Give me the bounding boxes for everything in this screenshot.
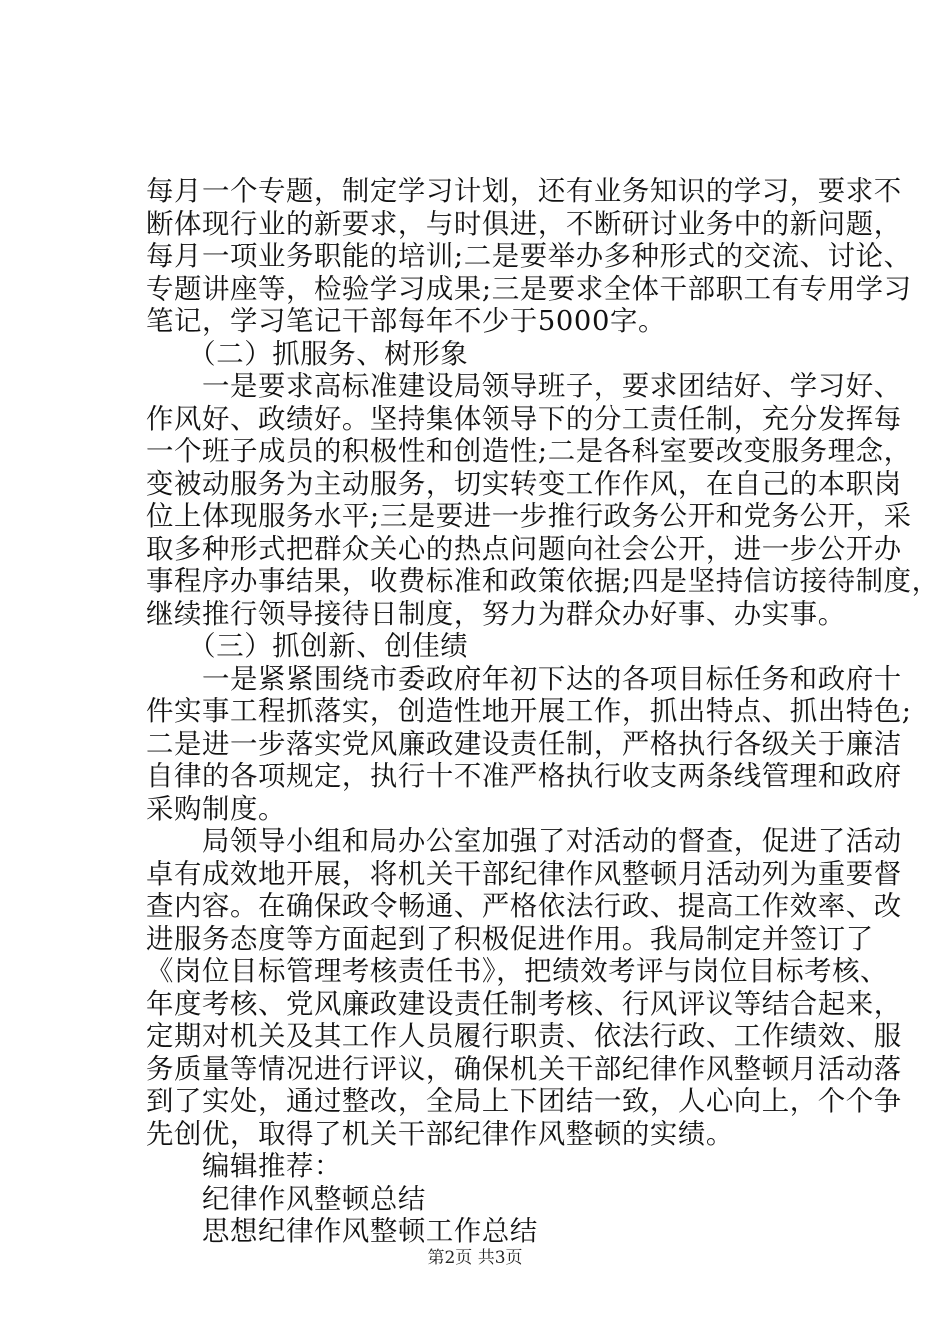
text-line: 进服务态度等方面起到了积极促进作用。我局制定并签订了 bbox=[146, 923, 874, 955]
text-line: 到了实处，通过整改，全局上下团结一致，人心向上，个个争 bbox=[146, 1086, 902, 1117]
recommend-item: 纪律作风整顿总结 bbox=[146, 1183, 426, 1215]
recommend-label: 编辑推荐： bbox=[146, 1151, 342, 1182]
text-line: 取多种形式把群众关心的热点问题向社会公开，进一步公开办 bbox=[146, 533, 902, 565]
text-line: 务质量等情况进行评议，确保机关干部纪律作风整顿月活动落 bbox=[146, 1053, 902, 1085]
text-line: 二是进一步落实党风廉政建设责任制，严格执行各级关于廉洁 bbox=[146, 728, 902, 760]
text-line: 定期对机关及其工作人员履行职责、依法行政、工作绩效、服 bbox=[146, 1021, 902, 1052]
document-body bbox=[146, 176, 940, 1249]
text-line: 采购制度。 bbox=[146, 793, 286, 825]
text-line: 《岗位目标管理考核责任书》，把绩效考评与岗位目标考核、 bbox=[146, 956, 889, 987]
text-line: 位上体现服务水平;三是要进一步推行政务公开和党务公开，采 bbox=[146, 501, 912, 532]
text-line: 每月一项业务职能的培训;二是要举办多种形式的交流、讨论、 bbox=[146, 241, 912, 272]
text-line: 卓有成效地开展，将机关干部纪律作风整顿月活动列为重要督 bbox=[146, 858, 902, 890]
text-line: 件实事工程抓落实，创造性地开展工作，抓出特点、抓出特色; bbox=[146, 696, 912, 727]
text-line: 查内容。在确保政令畅通、严格依法行政、提高工作效率、改 bbox=[146, 891, 902, 922]
text-line: 一是紧紧围绕市委政府年初下达的各项目标任务和政府十 bbox=[146, 663, 902, 695]
text-line: 作风好、政绩好。坚持集体领导下的分工责任制，充分发挥每 bbox=[146, 403, 902, 435]
page-number-footer: 第2页 共3页 bbox=[427, 1248, 523, 1268]
recommend-item: 思想纪律作风整顿工作总结 bbox=[146, 1216, 538, 1247]
text-line: 每月一个专题，制定学习计划，还有业务知识的学习，要求不 bbox=[146, 176, 902, 207]
text-line: 年度考核、党风廉政建设责任制考核、行风评议等结合起来， bbox=[146, 988, 902, 1020]
text-line: 专题讲座等，检验学习成果;三是要求全体干部职工有专用学习 bbox=[146, 273, 912, 305]
text-line: 事程序办事结果，收费标准和政策依据;四是坚持信访接待制度， bbox=[146, 566, 940, 597]
text-line: 笔记，学习笔记干部每年不少于5000字。 bbox=[146, 306, 666, 337]
text-line: 一是要求高标准建设局领导班子，要求团结好、学习好、 bbox=[146, 371, 902, 402]
text-line: 变被动服务为主动服务，切实转变工作作风，在自己的本职岗 bbox=[146, 468, 902, 500]
text-line: 继续推行领导接待日制度，努力为群众办好事、办实事。 bbox=[146, 598, 846, 630]
text-line: 先创优，取得了机关干部纪律作风整顿的实绩。 bbox=[146, 1118, 734, 1150]
section-heading: （二）抓服务、树形象 bbox=[146, 338, 469, 370]
text-line: 断体现行业的新要求，与时俱进，不断研讨业务中的新问题， bbox=[146, 208, 902, 240]
text-line: 局领导小组和局办公室加强了对活动的督查，促进了活动 bbox=[146, 826, 902, 857]
text-line: 自律的各项规定，执行十不准严格执行收支两条线管理和政府 bbox=[146, 761, 902, 792]
text-line: 一个班子成员的积极性和创造性;二是各科室要改变服务理念， bbox=[146, 436, 912, 467]
section-heading: （三）抓创新、创佳绩 bbox=[146, 631, 469, 662]
